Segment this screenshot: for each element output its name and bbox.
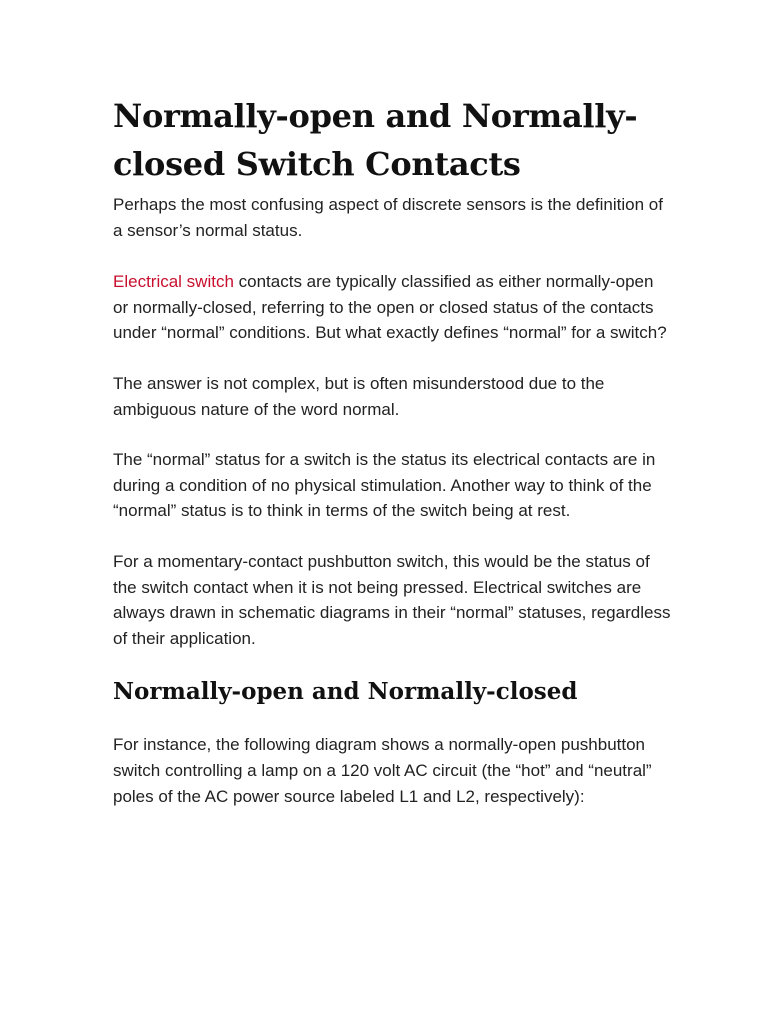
article-title: Normally-open and Normally-closed Switch Contacts: [113, 97, 638, 183]
intro-paragraph: Perhaps the most confusing aspect of discrete sensors is the definition of a sensor’s normal status.: [113, 195, 663, 240]
answer-paragraph: The answer is not complex, but is often misunderstood due to the ambiguous nature of the word normal.: [113, 373, 605, 419]
pushbutton-paragraph: For a momentary-contact pushbutton switch, this would be the status of the switch contact when it is not being pressed. Electrical switches are always drawn in schematic diagrams in their “normal” statuses, regardless of their application.: [113, 551, 671, 648]
electrical-switch-link[interactable]: Electrical switch: [113, 272, 234, 292]
switch-classification-text: contacts are typically classified as either normally-open or normally-closed, referring to the open or closed status of the contacts under “normal” conditions. But what exactly defines “normal” for a switch?: [113, 272, 667, 343]
article: [113, 92, 673, 834]
section-heading: Normally-open and Normally-closed: [113, 678, 578, 706]
switch-classification-paragraph: [113, 269, 673, 346]
diagram-intro-paragraph: For instance, the following diagram shows a normally-open pushbutton switch controlling a lamp on a 120 volt AC circuit (the “hot” and “neutral” poles of the AC power source labeled L1 and L2, respectively):: [113, 735, 652, 806]
normal-status-paragraph: The “normal” status for a switch is the status its electrical contacts are in during a condition of no physical stimulation. Another way to think of the “normal” status is to think in terms of the switch being at rest.: [113, 450, 656, 521]
